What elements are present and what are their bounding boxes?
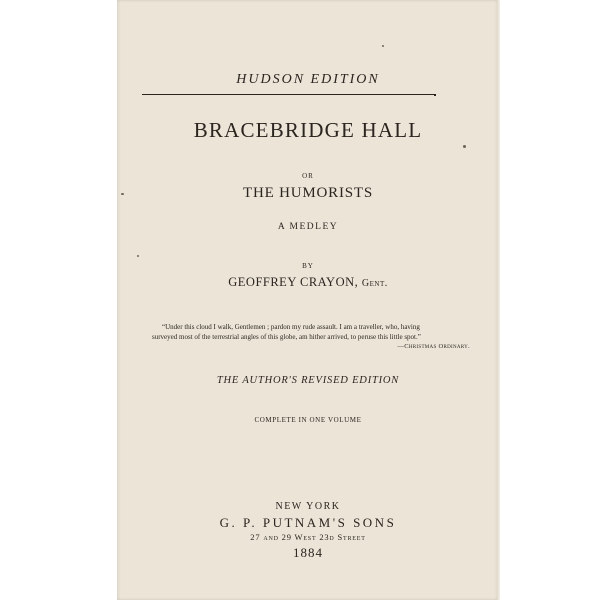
author-suffix: Gent. xyxy=(361,278,388,289)
imprint-address: 27 and 29 West 23d Street xyxy=(250,532,366,542)
page-edge xyxy=(497,0,500,600)
book-descriptor: A MEDLEY xyxy=(277,222,339,232)
series-rule-tail xyxy=(434,94,436,96)
paper-speck xyxy=(121,193,124,195)
imprint-year: 1884 xyxy=(293,545,323,560)
edition-note: THE AUTHOR'S REVISED EDITION xyxy=(216,375,400,386)
by-line: BY xyxy=(302,262,314,270)
book-subtitle: THE HUMORISTS xyxy=(243,185,373,201)
title-page xyxy=(117,0,499,600)
epigraph xyxy=(152,322,470,352)
imprint-city: NEW YORK xyxy=(275,501,341,512)
imprint-publisher: G. P. PUTNAM'S SONS xyxy=(219,515,397,530)
title-conjunction: OR xyxy=(302,172,314,180)
epigraph-line-1: “Under this cloud I walk, Gentlemen ; pardon my rude assault. I am a traveller, who, having xyxy=(162,323,420,331)
author-name: GEOFFREY CRAYON, xyxy=(228,275,359,289)
epigraph-attribution: —Christmas Ordinary. xyxy=(397,343,470,350)
series-rule xyxy=(142,94,434,95)
author-line xyxy=(117,275,499,290)
book-title: BRACEBRIDGE HALL xyxy=(193,118,423,142)
volume-note: COMPLETE IN ONE VOLUME xyxy=(254,416,362,424)
paper-speck xyxy=(137,255,139,257)
epigraph-line-2: surveyed most of the terrestrial angles of this globe, am hither arrived, to peruse this little spot.” xyxy=(152,333,421,341)
paper-speck xyxy=(382,45,384,47)
series-name: HUDSON EDITION xyxy=(236,72,380,87)
paper-speck xyxy=(463,145,466,148)
